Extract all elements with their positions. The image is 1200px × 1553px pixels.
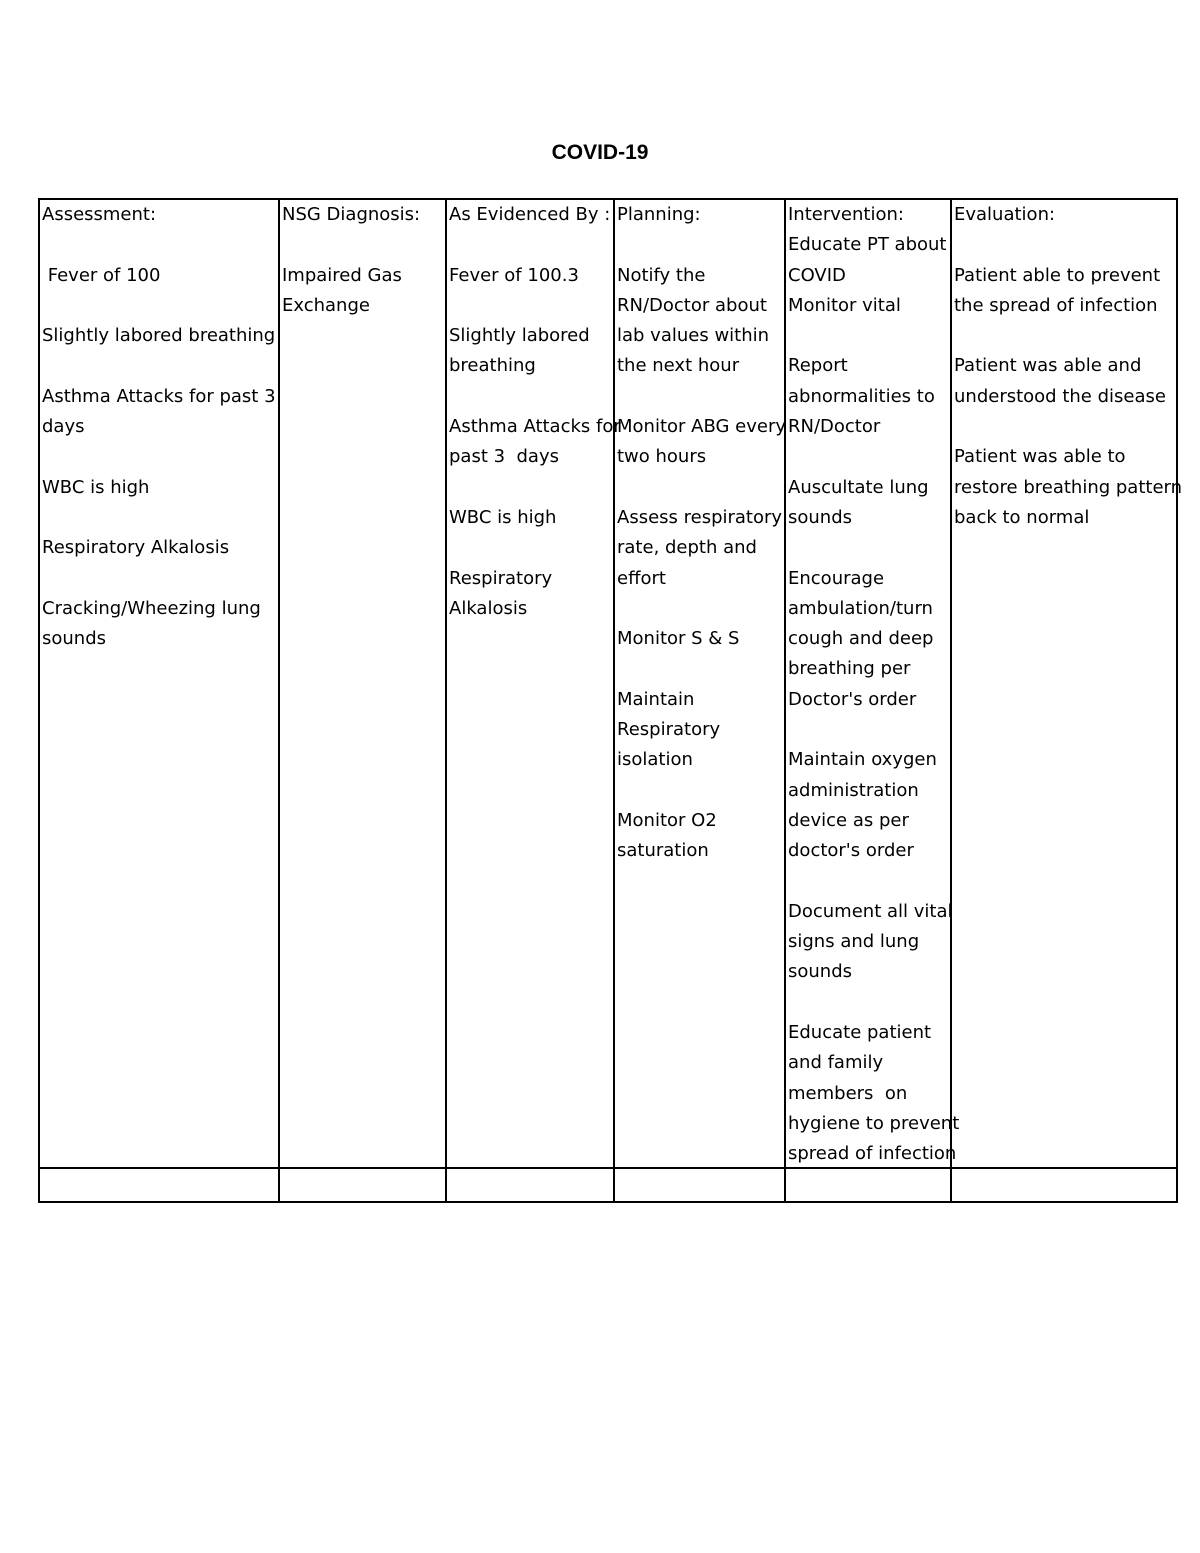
cell-line: administration [788, 779, 919, 801]
intervention-column [786, 200, 960, 1167]
cell-line [617, 473, 784, 503]
cell-line [617, 382, 784, 412]
empty-table-row [40, 1167, 1176, 1201]
column-header: Evaluation: [954, 204, 1056, 225]
cell-line: Cracking/Wheezing lung [42, 597, 261, 619]
nsg-diagnosis-column [280, 200, 447, 1167]
cell-line: device as per [788, 809, 909, 831]
as-evidenced-by-column [447, 200, 621, 1167]
cell-line: and family [788, 1052, 884, 1074]
cell-line: Impaired Gas [282, 264, 402, 286]
cell-line [788, 321, 950, 351]
cell-line [788, 715, 950, 745]
cell-line: COVID [788, 264, 846, 286]
cell-line [617, 776, 784, 806]
cell-line [42, 351, 278, 381]
table-cell [786, 1169, 952, 1201]
table-cell [952, 1169, 1176, 1201]
cell-line: WBC is high [449, 506, 557, 528]
cell-line [449, 382, 613, 412]
table-cell [40, 1169, 280, 1201]
cell-line [42, 503, 278, 533]
cell-line [449, 291, 613, 321]
cell-line: Maintain oxygen [788, 749, 937, 771]
cell-line [449, 230, 613, 260]
cell-line [42, 230, 278, 260]
cell-line: Notify the [617, 264, 706, 286]
cell-line: Respiratory [449, 567, 553, 589]
cell-line [617, 230, 784, 260]
cell-line: Asthma Attacks for past 3 [42, 385, 276, 407]
column-header: As Evidenced By : [449, 204, 611, 225]
cell-line: Alkalosis [449, 597, 528, 619]
cell-line [954, 321, 1176, 351]
cell-line: rate, depth and [617, 537, 757, 559]
cell-line: cough and deep [788, 628, 934, 650]
cell-line: the spread of infection [954, 294, 1158, 316]
cell-line: Monitor S & S [617, 628, 740, 650]
cell-line: hygiene to prevent [788, 1112, 960, 1134]
cell-line: sounds [788, 961, 853, 983]
cell-line: sounds [788, 506, 853, 528]
cell-line: WBC is high [42, 476, 150, 498]
cell-line: Slightly labored breathing [42, 325, 276, 347]
cell-line [788, 988, 950, 1018]
cell-line: saturation [617, 840, 709, 862]
cell-line: Doctor's order [788, 688, 917, 710]
cell-line: back to normal [954, 506, 1090, 528]
cell-line: ambulation/turn [788, 597, 933, 619]
cell-line [42, 291, 278, 321]
page-title: COVID-19 [551, 141, 649, 164]
cell-line: Monitor ABG every [617, 416, 787, 438]
column-header: Assessment: [42, 204, 157, 225]
cell-line: Assess respiratory [617, 506, 783, 528]
cell-line: Monitor O2 [617, 809, 717, 831]
cell-line [788, 867, 950, 897]
cell-line: Monitor vital [788, 294, 901, 316]
cell-line: Auscultate lung [788, 476, 929, 498]
cell-line [449, 533, 613, 563]
cell-line [788, 533, 950, 563]
cell-line: the next hour [617, 355, 740, 377]
cell-line [42, 564, 278, 594]
cell-line: RN/Doctor [788, 416, 881, 438]
table-cell [447, 1169, 615, 1201]
cell-line: Fever of 100.3 [449, 264, 579, 286]
assessment-column [40, 200, 280, 1167]
evaluation-column [952, 200, 1183, 1167]
cell-line [282, 230, 445, 260]
cell-line [617, 654, 784, 684]
cell-line: two hours [617, 446, 707, 468]
care-plan-table [38, 198, 1183, 1203]
table-cell [615, 1169, 786, 1201]
cell-line: effort [617, 567, 666, 589]
cell-line: breathing per [788, 658, 911, 680]
planning-column [615, 200, 786, 1167]
table-cell [280, 1169, 447, 1201]
cell-line: members on [788, 1082, 908, 1104]
cell-line: Educate PT about [788, 234, 947, 256]
cell-line: days [42, 416, 85, 438]
cell-line: restore breathing pattern [954, 476, 1183, 498]
column-header: NSG Diagnosis: [282, 204, 421, 225]
cell-line: lab values within [617, 325, 770, 347]
cell-line: RN/Doctor about [617, 294, 767, 316]
cell-line: understood the disease [954, 385, 1166, 407]
cell-line: breathing [449, 355, 536, 377]
cell-line [954, 412, 1176, 442]
column-header: Planning: [617, 204, 701, 225]
cell-line: Respiratory Alkalosis [42, 537, 230, 559]
cell-line [42, 442, 278, 472]
cell-line: Educate patient [788, 1022, 932, 1044]
cell-line: doctor's order [788, 840, 914, 862]
column-header: Intervention: [788, 204, 904, 225]
cell-line: Document all vital [788, 900, 953, 922]
cell-line: Exchange [282, 294, 370, 316]
cell-line [788, 442, 950, 472]
cell-line [617, 594, 784, 624]
cell-line: Patient was able to [954, 446, 1126, 468]
cell-line: Slightly labored [449, 325, 590, 347]
cell-line: Report [788, 355, 848, 377]
cell-line [449, 473, 613, 503]
cell-line [954, 230, 1176, 260]
cell-line: Maintain [617, 688, 695, 710]
cell-line: Fever of 100 [42, 264, 161, 286]
cell-line: abnormalities to [788, 385, 935, 407]
cell-line: Respiratory [617, 719, 721, 741]
cell-line: Asthma Attacks for [449, 416, 621, 438]
cell-line: past 3 days [449, 446, 559, 468]
cell-line: Encourage [788, 567, 885, 589]
cell-line: Patient able to prevent [954, 264, 1161, 286]
cell-line: isolation [617, 749, 693, 771]
cell-line: signs and lung [788, 931, 920, 953]
cell-line: Patient was able and [954, 355, 1142, 377]
cell-line: sounds [42, 628, 107, 650]
cell-line: spread of infection [788, 1143, 957, 1165]
